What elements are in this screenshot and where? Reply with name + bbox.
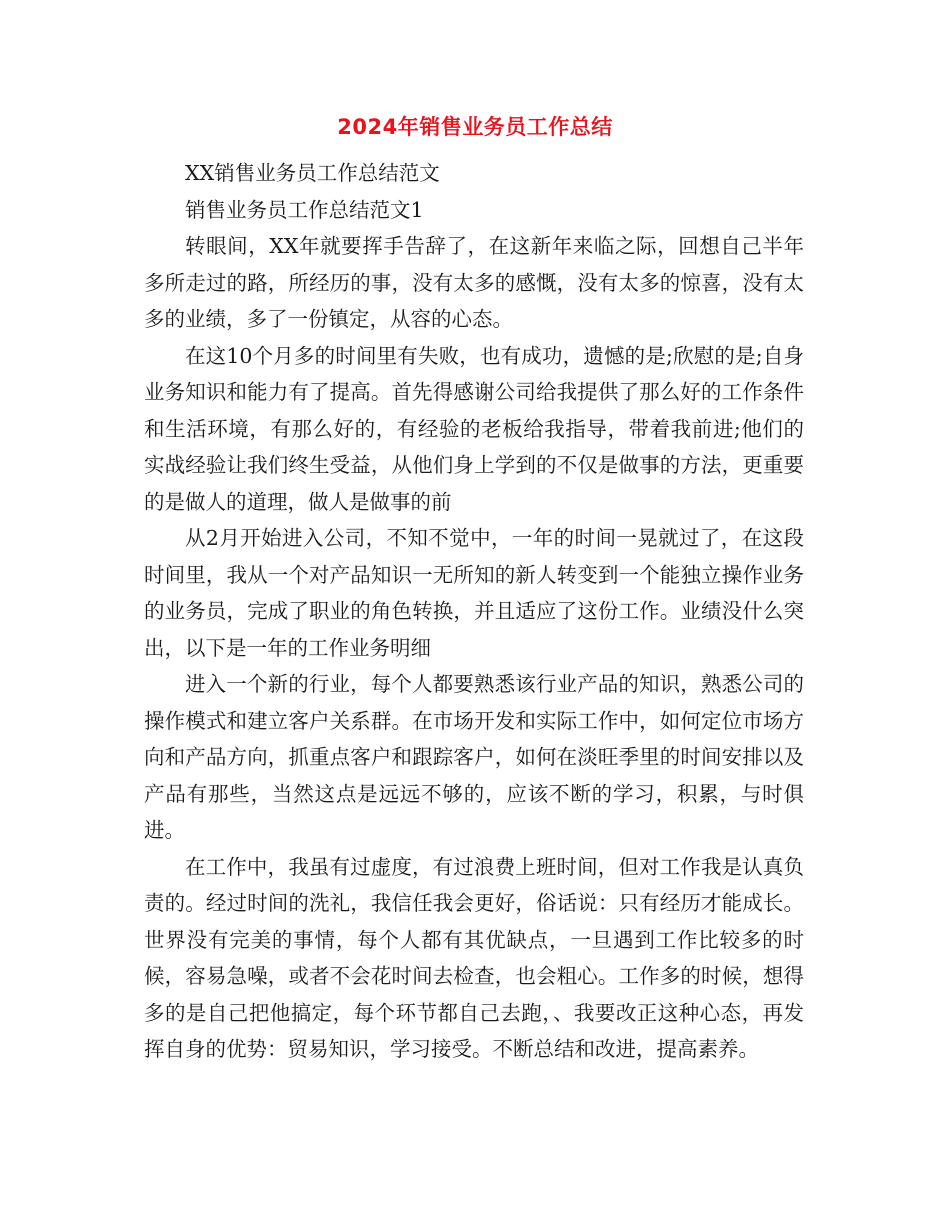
paragraph: 进入一个新的行业，每个人都要熟悉该行业产品的知识，熟悉公司的操作模式和建立客户关系群。在市场开发和实际工作中，如何定位市场方向和产品方向，抓重点客户和跟踪客户，如何在淡旺季里的时间安排以及产品有那些，当然这点是远远不够的，应该不断的学习，积累，与时俱进。: [144, 672, 804, 842]
paragraph: 从2月开始进入公司，不知不觉中，一年的时间一晃就过了，在这段时间里，我从一个对产品知识一无所知的新人转变到一个能独立操作业务的业务员，完成了职业的角色转换，并且适应了这份工作。业绩没什么突出，以下是一年的工作业务明细: [144, 526, 804, 660]
paragraph: 转眼间，XX年就要挥手告辞了，在这新年来临之际，回想自己半年多所走过的路，所经历的事，没有太多的感慨，没有太多的惊喜，没有太多的业绩，多了一份镇定，从容的心态。: [144, 234, 804, 331]
document-body: [144, 155, 804, 1068]
paragraph: 在这10个月多的时间里有失败，也有成功，遗憾的是;欣慰的是;自身业务知识和能力有了提高。首先得感谢公司给我提供了那么好的工作条件和生活环境，有那么好的，有经验的老板给我指导，带着我前进;他们的实战经验让我们终生受益，从他们身上学到的不仅是做事的方法，更重要的是做人的道理，做人是做事的前: [144, 343, 804, 514]
document-title: 2024年销售业务员工作总结: [337, 115, 613, 139]
paragraph: 在工作中，我虽有过虚度，有过浪费上班时间，但对工作我是认真负责的。经过时间的洗礼，我信任我会更好，俗话说：只有经历才能成长。世界没有完美的事情，每个人都有其优缺点，一旦遇到工作比较多的时候，容易急噪，或者不会花时间去检查，也会粗心。工作多的时候，想得多的是自己把他搞定，每个环节都自己去跑，、我要改正这种心态，再发挥自身的优势：贸易知识，学习接受。不断总结和改进，提高素养。: [144, 854, 804, 1061]
paragraph-heading: XX销售业务员工作总结范文: [185, 161, 440, 185]
paragraph-subheading: 销售业务员工作总结范文1: [185, 197, 424, 222]
